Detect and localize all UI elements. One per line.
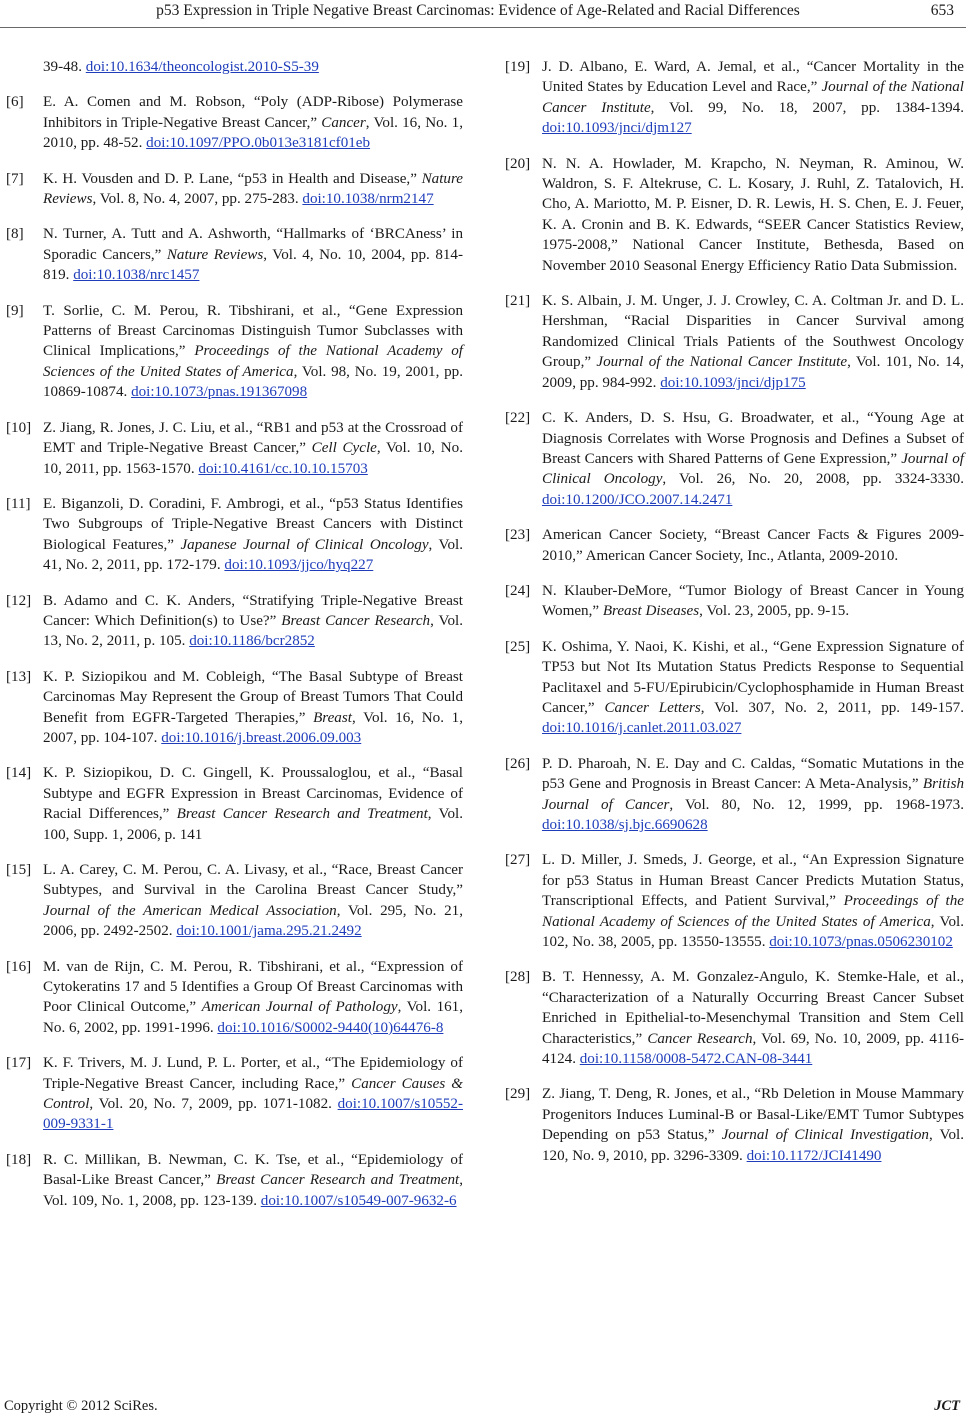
reference-title: “Gene Expression Signature of TP53 but Not Its Mutation Status Predicts Response to Sequential Paclitaxel and 5-FU/Epirubicin/Cyclophosphamide in Human Breast Cancer,” [542,638,964,716]
page-number: 653 [930,2,954,19]
reference-authors: N. Turner, A. Tutt and A. Ashworth, [43,226,271,243]
reference-venue: Nature Reviews [166,246,264,263]
reference-details: , Vol. 102, No. 38, 2005, pp. 13550-13555. [542,913,965,951]
doi-link[interactable]: doi:10.1172/JCI41490 [746,1147,882,1164]
doi-link[interactable]: doi:10.1073/pnas.191367098 [131,384,308,401]
reference-details: , Vol. 23, 2005, pp. 9-15. [699,603,850,620]
reference-venue: Cancer Research [647,1030,753,1047]
copyright-notice: Copyright © 2012 SciRes. [4,1398,158,1414]
reference-venue: British Journal of Cancer [542,776,964,813]
doi-link[interactable]: doi:10.1634/theoncologist.2010-S5-39 [85,59,319,75]
reference-number: [6] [6,94,24,111]
reference-details: , Vol. 20, No. 7, 2009, pp. 1071-1082. [89,1096,332,1113]
doi-link[interactable]: doi:10.1097/PPO.0b013e3181cf01eb [146,135,371,152]
reference-number: [27] [505,852,531,869]
reference-venue: Journal of the National Cancer Institute [542,79,964,116]
reference-authors: Z. Jiang, T. Deng, R. Jones, et al., [542,1086,750,1103]
header-rule [0,27,966,28]
reference-details: , Vol. 4, No. 10, 2004, pp. 814-819. [43,246,463,284]
reference-title: “Young Age at Diagnosis Correlates with Worse Prognosis and Defines a Subset of Breast Cancers with Shared Patterns of Gene Expression,” [542,410,964,467]
reference-entry [6,494,463,576]
reference-entry [505,850,964,952]
reference-details: , Vol. 101, No. 14, 2009, pp. 984-992. [542,354,964,391]
doi-link[interactable]: doi:10.1016/j.canlet.2011.03.027 [542,720,742,737]
reference-authors: K. F. Trivers, M. J. Lund, P. L. Porter, et al., [43,1055,320,1072]
reference-details: , Vol. 99, No. 18, 2007, pp. 1384-1394. [650,99,964,116]
reference-venue: Japanese Journal of Clinical Oncology [180,536,429,553]
reference-number: [7] [6,170,24,187]
doi-link[interactable]: doi:10.1073/pnas.0506230102 [769,934,953,951]
doi-link[interactable]: doi:10.4161/cc.10.10.15703 [198,460,368,477]
doi-link[interactable]: doi:10.1007/s10549-007-9632-6 [260,1192,457,1209]
reference-venue: Breast Cancer Research and Treatment [176,806,428,823]
reference-authors: L. A. Carey, C. M. Perou, C. A. Livasy, et al., [43,862,327,878]
reference-number: [12] [6,592,32,609]
reference-details: , Vol. 10, No. 10, 2011, pp. 1563-1570. [43,440,463,477]
reference-number: [16] [6,958,32,975]
reference-authors: N. N. A. Howlader, M. Krapcho, N. Neyman, R. Aminou, W. Waldron, S. F. Altekruse, C. L. Kosary, J. Ruhl, Z. Tatalovich, H. Cho, A. Mariotto, M. P. Eisner, D. R. Lewis, H. S. Chen, E. J. Feuer, K. A. Cronin and B. K. Edwards, [542,155,964,233]
reference-venue: Nature Reviews [43,170,463,208]
reference-number: [22] [505,410,531,427]
reference-entry [505,408,964,510]
reference-authors: C. K. Anders, D. S. Hsu, G. Broadwater, et al., [542,410,860,427]
reference-venue: Journal of the American Medical Association [43,902,337,919]
doi-link[interactable]: doi:10.1158/0008-5472.CAN-08-3441 [579,1051,813,1068]
reference-entry [505,1084,964,1166]
reference-entry [6,1053,463,1135]
doi-link[interactable]: doi:10.1200/JCO.2007.14.2471 [542,491,733,508]
reference-title: “Somatic Mutations in the p53 Gene and Prognosis in Breast Cancer: A Meta-Analysis,” [542,755,965,793]
running-title: p53 Expression in Triple Negative Breast Carcinomas: Evidence of Age-Related and Racial Differences [156,2,800,19]
reference-entry [6,957,463,1039]
reference-venue: Cancer [321,114,366,131]
reference-title: “Breast Cancer Facts & Figures 2009-2010,” American Cancer Society, Inc., Atlanta, 2009-2010. [542,527,965,564]
doi-link[interactable]: doi:10.1038/nrc1457 [73,267,200,284]
reference-authors: Z. Jiang, R. Jones, J. C. Liu, et al., [43,419,253,436]
reference-authors: T. Sorlie, C. M. Perou, R. Tibshirani, et al., [43,302,341,319]
reference-authors: K. H. Vousden and D. P. Lane, [43,170,233,187]
reference-details: , Vol. 8, No. 4, 2007, pp. 275-283. [92,191,299,208]
reference-number: [29] [505,1086,531,1103]
reference-authors: 39-48. [43,59,82,75]
doi-link[interactable]: doi:10.1038/sj.bjc.6690628 [542,817,708,833]
reference-title: “Hallmarks of ‘BRCAness’ in Sporadic Cancers,” [43,226,463,263]
reference-title: “Race, Breast Cancer Subtypes, and Survival in the Carolina Breast Cancer Study,” [43,862,463,899]
reference-details: , Vol. 295, No. 21, 2006, pp. 2492-2502. [43,902,463,940]
reference-details: , Vol. 26, No. 20, 2008, pp. 3324-3330. [662,471,965,488]
reference-number: [8] [6,226,24,243]
reference-venue: American Journal of Pathology [201,999,398,1016]
reference-venue: Cancer Causes & Control [43,1075,463,1113]
reference-title: “The Basal Subtype of Breast Carcinomas May Represent the Group of Breast Tumors That Could Benefit from EGFR-Targeted Therapies,” [43,668,463,726]
doi-link[interactable]: doi:10.1038/nrm2147 [302,191,434,208]
reference-entry [505,291,964,393]
reference-title: “Tumor Biology of Breast Cancer in Young Women,” [542,582,965,620]
reference-details: , Vol. 307, No. 2, 2011, pp. 149-157. [700,699,964,716]
reference-entry [6,301,463,403]
reference-title: “Rb Deletion in Mouse Mammary Progenitors Induces Luminal-B or Basal-Like/EMT Tumor Subtypes Depending on p53 Status,” [542,1086,964,1144]
reference-entry [6,667,463,749]
reference-title: “RB1 and p53 at the Crossroad of EMT and Triple-Negative Breast Cancer,” [43,419,464,457]
reference-authors: J. D. Albano, E. Ward, A. Jemal, et al., [542,59,800,75]
reference-title: “An Expression Signature for p53 Status in Human Breast Cancer Predicts Mutation Status, Transcriptional Effects, and Patient Survival,” [542,852,965,910]
reference-title: “Cancer Mortality in the United States by Education Level and Race,” [542,59,964,96]
reference-number: [11] [6,495,31,512]
reference-venue: Breast Cancer Research and Treatment [216,1172,460,1189]
doi-link[interactable]: doi:10.1093/jnci/djp175 [660,374,806,391]
reference-title: “p53 in Health and Disease,” [232,170,422,187]
reference-venue: Cell Cycle [311,440,377,457]
reference-authors: K. P. Siziopikou and M. Cobleigh, [43,668,266,685]
reference-details: , Vol. 16, No. 1, 2010, pp. 48-52. [43,114,463,152]
reference-venue: Proceedings of the National Academy of Sciences of the United States of America [542,893,964,930]
reference-details: , Vol. 161, No. 6, 2002, pp. 1991-1996. [43,999,463,1036]
reference-title: “Gene Expression Patterns of Breast Carcinomas Distinguish Tumor Subclasses with Clinical Implications,” [43,302,463,360]
reference-entry [6,57,463,77]
reference-number: [15] [6,862,32,878]
reference-authors: M. van de Rijn, C. M. Perou, R. Tibshirani, et al., [43,958,365,975]
reference-details: , Vol. 100, Supp. 1, 2006, p. 141 [43,806,463,843]
reference-venue: Journal of Clinical Oncology [542,450,965,488]
doi-link[interactable]: doi:10.1016/j.breast.2006.09.003 [161,729,362,746]
reference-entry [505,581,964,622]
reference-entry [6,418,463,479]
reference-entry [6,169,463,210]
reference-details: , Vol. 13, No. 2, 2011, p. 105. [43,612,463,650]
page-header [0,0,966,30]
reference-entry [505,57,964,139]
reference-entry [6,92,463,153]
doi-link[interactable]: doi:10.1186/bcr2852 [189,633,315,650]
reference-number: [18] [6,1151,32,1168]
reference-entry [6,763,463,845]
reference-entry [505,525,964,566]
reference-details: , Vol. 120, No. 9, 2010, pp. 3296-3309. [542,1127,964,1164]
reference-venue: Breast Diseases [602,603,700,620]
reference-number: [13] [6,668,32,685]
reference-entry [6,224,463,285]
reference-details: , Vol. 41, No. 2, 2011, pp. 172-179. [43,536,463,574]
reference-number: [21] [505,293,531,310]
reference-entry [6,860,463,942]
reference-venue: Journal of the National Cancer Institute [596,354,848,371]
references-right-column [505,57,964,1181]
reference-authors: R. C. Millikan, B. Newman, C. K. Tse, et al., [43,1151,345,1168]
reference-entry [505,754,964,836]
reference-number: [14] [6,765,32,782]
doi-link[interactable]: doi:10.1093/jjco/hyq227 [224,557,374,574]
references-left-column [6,57,463,1226]
reference-details: , Vol. 80, No. 12, 1999, pp. 1968-1973. [669,796,964,813]
reference-title: “Stratifying Triple-Negative Breast Cancer: Which Definition(s) to Use?” [43,592,463,629]
reference-title: “Poly (ADP-Ribose) Polymerase Inhibitors in Triple-Negative Breast Cancer,” [43,94,463,131]
reference-authors: N. Klauber-DeMore, [542,582,672,599]
reference-entry [505,967,964,1069]
reference-title: “The Epidemiology of Triple-Negative Breast Cancer, including Race,” [43,1055,463,1092]
doi-link[interactable]: doi:10.1016/S0002-9440(10)64476-8 [217,1019,444,1036]
reference-authors: B. Adamo and C. K. Anders, [43,592,235,609]
reference-number: [25] [505,638,531,655]
reference-title: “Racial Disparities in Cancer Survival among Randomized Clinical Trials Patients of the Southwest Oncology Group,” [542,313,964,371]
doi-link[interactable]: doi:10.1093/jnci/djm127 [542,120,692,137]
reference-number: [28] [505,969,531,986]
reference-authors: K. P. Siziopikou, D. C. Gingell, K. Proussaloglou, et al., [43,765,416,782]
reference-number: [9] [6,302,24,319]
reference-venue: Breast Cancer Research [281,612,431,629]
doi-link[interactable]: doi:10.1001/jama.295.21.2492 [176,923,362,940]
reference-number: [23] [505,527,531,544]
reference-number: [20] [505,155,531,172]
reference-authors: P. D. Pharoah, N. E. Day and C. Caldas, [542,755,796,772]
reference-number: [24] [505,582,531,599]
reference-authors: American Cancer Society, [542,527,708,544]
reference-details: , Vol. 109, No. 1, 2008, pp. 123-139. [43,1172,463,1209]
reference-title: “p53 Status Identifies Two Subgroups of Triple-Negative Breast Cancers with Distinct Biological Features,” [43,495,463,553]
reference-number: [17] [6,1055,32,1072]
reference-authors: E. A. Comen and M. Robson, [43,94,246,111]
reference-details: , Vol. 69, No. 10, 2009, pp. 4116-4124. [542,1030,964,1068]
reference-details: , Vol. 98, No. 19, 2001, pp. 10869-10874. [43,363,463,401]
reference-entry [505,154,964,276]
reference-entry [6,1150,463,1211]
reference-number: [26] [505,755,531,772]
reference-details: , Vol. 16, No. 1, 2007, pp. 104-107. [43,709,463,746]
reference-entry [6,591,463,652]
reference-authors: K. S. Albain, J. M. Unger, J. J. Crowley, C. A. Coltman Jr. and D. L. Hershman, [542,293,964,330]
doi-link[interactable]: doi:10.1007/s10552-009-9331-1 [43,1096,463,1133]
reference-authors: K. Oshima, Y. Naoi, K. Kishi, et al., [542,638,769,655]
reference-title: “Basal Subtype and EGFR Expression in Breast Carcinomas, Evidence of Racial Differences,” [43,765,463,823]
reference-number: [19] [505,59,531,75]
reference-title: “Expression of Cytokeratins 17 and 5 Identifies a Group Of Breast Carcinomas with Poor Clinical Outcome,” [43,958,463,1016]
page-footer [0,1397,966,1416]
journal-abbreviation: JCT [934,1398,960,1414]
reference-number: [10] [6,419,32,436]
reference-entry [505,637,964,739]
reference-title: “Characterization of a Naturally Occurring Breast Cancer Subset Enriched in Epithelial-to-Mesenchymal Transition and Stem Cell Characteristics,” [542,989,964,1047]
reference-title: “Epidemiology of Basal-Like Breast Cancer,” [43,1151,464,1189]
reference-authors: E. Biganzoli, D. Coradini, F. Ambrogi, et al., [43,495,325,512]
reference-venue: Proceedings of the National Academy of Sciences of the United States of America [43,343,463,380]
reference-authors: B. T. Hennessy, A. M. Gonzalez-Angulo, K. Stemke-Hale, et al., [542,969,964,986]
reference-authors: L. D. Miller, J. Smeds, J. George, et al., [542,852,797,869]
reference-venue: Breast [313,709,352,726]
reference-venue: Cancer Letters [604,699,701,716]
reference-title: “SEER Cancer Statistics Review, 1975-2008,” National Cancer Institute, Bethesda, Based on November 2010 Seasonal Energy Efficiency Ratio Data Submission. [542,216,964,274]
reference-venue: Journal of Clinical Investigation [721,1127,929,1144]
